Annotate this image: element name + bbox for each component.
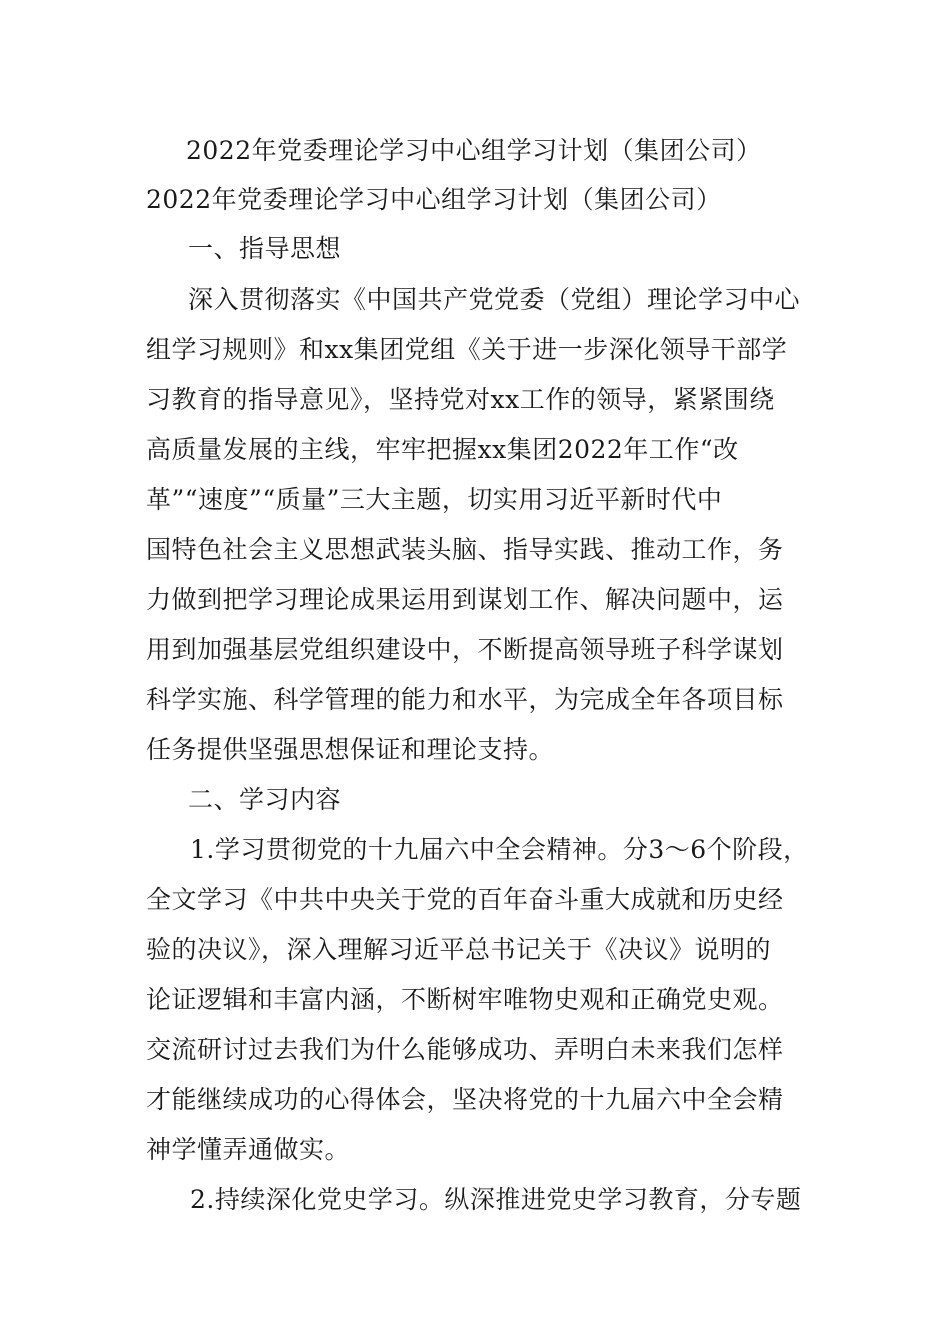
paragraph-line: 用到加强基层党组织建设中，不断提高领导班子科学谋划 [146,635,784,664]
paragraph-line: 2.持续深化党史学习。纵深推进党史学习教育，分专题 [190,1185,802,1214]
paragraph-line: 全文学习《中共中央关于党的百年奋斗重大成就和历史经 [146,885,784,914]
paragraph-line: 革”“速度”“质量”三大主题，切实用习近平新时代中 [146,485,723,514]
paragraph-line: 才能继续成功的心得体会，坚决将党的十九届六中全会精 [146,1085,784,1114]
paragraph-line: 1.学习贯彻党的十九届六中全会精神。分3～6个阶段， [190,835,809,864]
section-heading-guiding-thought: 一、指导思想 [188,234,342,263]
document-subtitle: 2022年党委理论学习中心组学习计划（集团公司） [146,185,722,214]
paragraph-line: 验的决议》，深入理解习近平总书记关于《决议》说明的 [146,935,772,964]
section-heading-study-content: 二、学习内容 [188,785,342,814]
paragraph-line: 力做到把学习理论成果运用到谋划工作、解决问题中，运 [146,585,784,614]
paragraph-line: 论证逻辑和丰富内涵，不断树牢唯物史观和正确党史观。 [146,985,784,1014]
paragraph-line: 神学懂弄通做实。 [146,1135,351,1164]
paragraph-line: 国特色社会主义思想武装头脑、指导实践、推动工作，务 [146,535,784,564]
paragraph-line: 深入贯彻落实《中国共产党党委（党组）理论学习中心 [188,285,801,314]
paragraph-line: 组学习规则》和xx集团党组《关于进一步深化领导干部学 [146,335,788,364]
paragraph-line: 高质量发展的主线，牢牢把握xx集团2022年工作“改 [146,435,739,464]
paragraph-line: 交流研讨过去我们为什么能够成功、弄明白未来我们怎样 [146,1035,784,1064]
document-title: 2022年党委理论学习中心组学习计划（集团公司） [186,136,762,165]
paragraph-line: 科学实施、科学管理的能力和水平，为完成全年各项目标 [146,685,784,714]
paragraph-line: 任务提供坚强思想保证和理论支持。 [146,735,555,764]
paragraph-line: 习教育的指导意见》，坚持党对xx工作的领导，紧紧围绕 [146,385,775,414]
